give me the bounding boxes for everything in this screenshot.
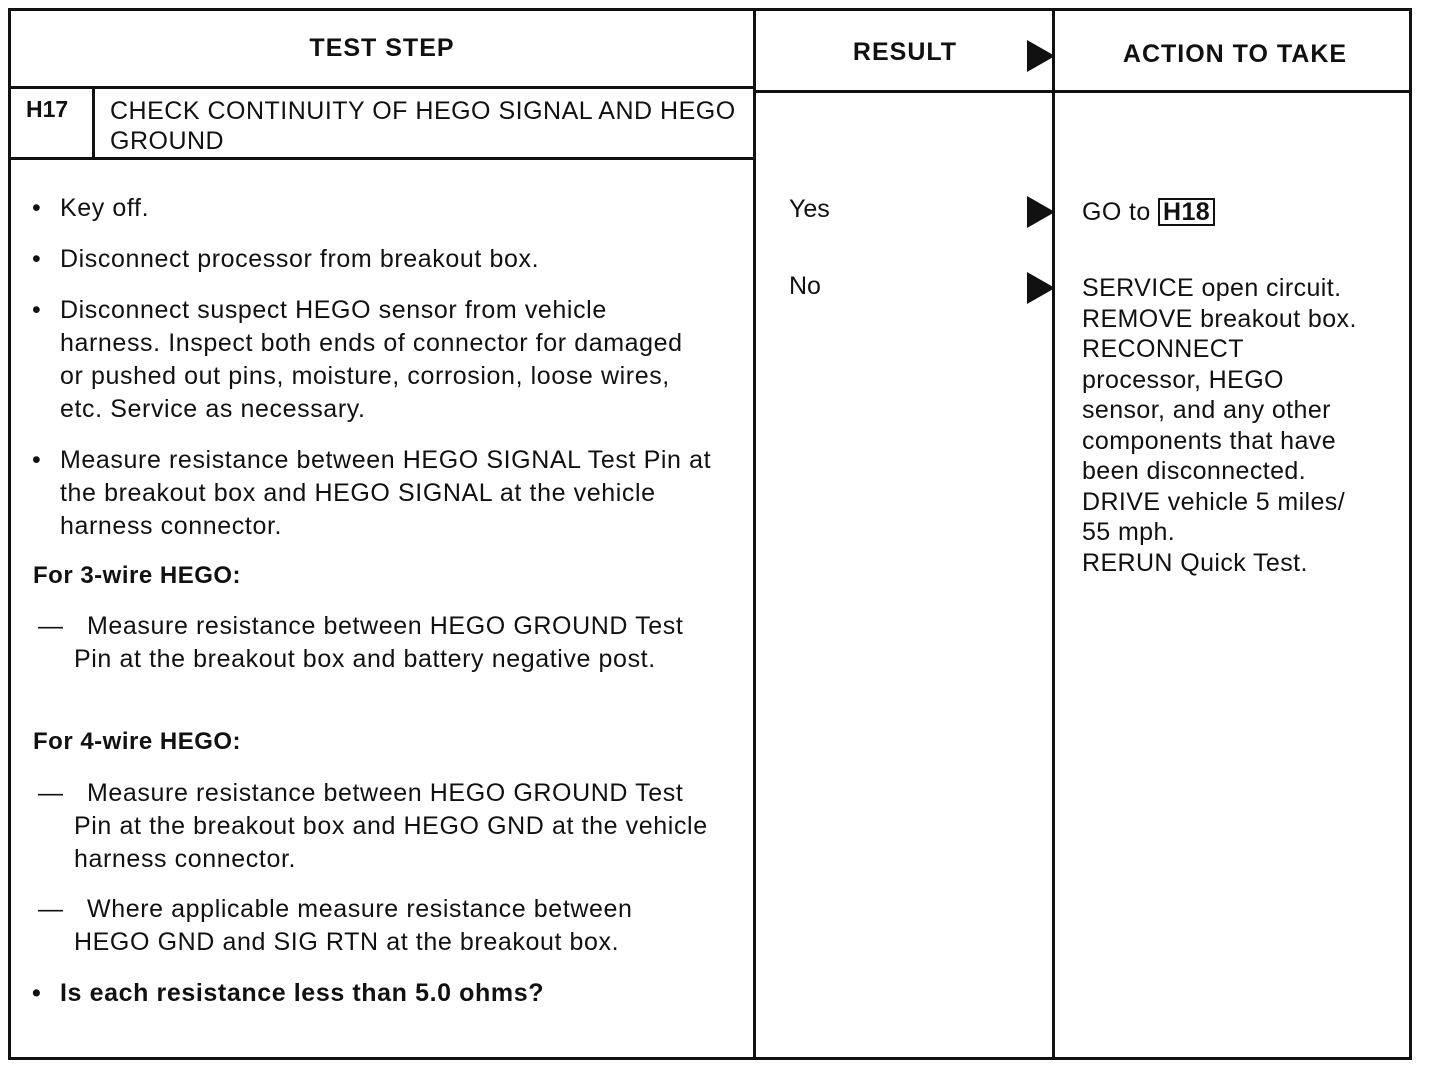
action-yes-prefix: GO to [1082, 198, 1151, 226]
result-yes-arrow-icon [1027, 196, 1055, 228]
action-no-line: 55 mph. [1082, 518, 1176, 546]
action-no-line: DRIVE vehicle 5 miles/ [1082, 487, 1346, 516]
header-divider-right [753, 90, 1412, 93]
bullet-text: Disconnect suspect HEGO sensor from vehicle harness. Inspect both ends of connector for damaged or pushed out pins, moisture, corrosion, loose wires, etc. Service as necessary. [60, 296, 683, 423]
dash-text: Measure resistance between HEGO GROUND Test Pin at the breakout box and battery negative post. [74, 612, 684, 673]
bullet-marker: • [32, 296, 42, 324]
dash-text: Measure resistance between HEGO GROUND Test Pin at the breakout box and HEGO GND at the vehicle harness connector. [74, 779, 708, 873]
three-wire-item [38, 610, 698, 676]
bullet-marker: • [32, 446, 42, 474]
action-no-line: been disconnected. [1082, 457, 1307, 485]
step-title: CHECK CONTINUITY OF HEGO SIGNAL AND HEGO GROUND [110, 97, 736, 155]
action-no-line: RERUN Quick Test. [1082, 548, 1308, 577]
question-text: Is each resistance less than 5.0 ohms? [60, 979, 545, 1007]
procedure-bullet [32, 444, 712, 543]
four-wire-heading: For 4-wire HEGO: [33, 728, 242, 755]
four-wire-item [38, 777, 728, 876]
step-id-divider [92, 86, 95, 160]
action-no-line: processor, HEGO [1082, 365, 1284, 394]
bullet-text: Disconnect processor from breakout box. [60, 245, 540, 273]
action-no-line: REMOVE breakout box. [1082, 304, 1357, 333]
bullet-text: Key off. [60, 194, 150, 222]
four-wire-item [38, 893, 698, 959]
action-no-line: SERVICE open circuit. [1082, 274, 1342, 302]
bullet-marker: • [32, 245, 42, 273]
column-divider-step-result [753, 8, 756, 1060]
dash-marker: — [38, 895, 64, 923]
result-yes: Yes [789, 195, 830, 223]
header-test-step: TEST STEP [309, 34, 455, 62]
step-title-divider [8, 157, 756, 160]
action-no-line: sensor, and any other [1082, 396, 1331, 424]
step-reference-link[interactable]: H18 [1158, 198, 1215, 226]
column-divider-result-action [1052, 8, 1055, 1060]
dash-marker: — [38, 779, 64, 807]
action-no [1082, 273, 1402, 578]
procedure-question [32, 977, 732, 1010]
action-no-line: RECONNECT [1082, 335, 1244, 363]
procedure-bullet [32, 243, 732, 276]
dash-text: Where applicable measure resistance between HEGO GND and SIG RTN at the breakout box. [74, 895, 633, 956]
bullet-marker: • [32, 194, 42, 222]
procedure-bullet [32, 294, 712, 426]
header-result: RESULT [852, 38, 958, 66]
header-divider-left [8, 86, 756, 89]
procedure-bullet [32, 192, 732, 225]
dash-marker: — [38, 612, 64, 640]
result-no: No [789, 272, 821, 300]
action-no-line: components that have [1082, 426, 1336, 455]
result-no-arrow-icon [1027, 272, 1055, 304]
header-arrow-icon [1027, 40, 1055, 72]
action-yes [1082, 197, 1402, 228]
bullet-marker: • [32, 979, 42, 1007]
bullet-text: Measure resistance between HEGO SIGNAL Test Pin at the breakout box and HEGO SIGNAL at the vehicle harness connector. [60, 446, 712, 540]
three-wire-heading: For 3-wire HEGO: [33, 562, 242, 589]
header-action: ACTION TO TAKE [1122, 40, 1348, 68]
step-id: H17 [26, 96, 69, 122]
